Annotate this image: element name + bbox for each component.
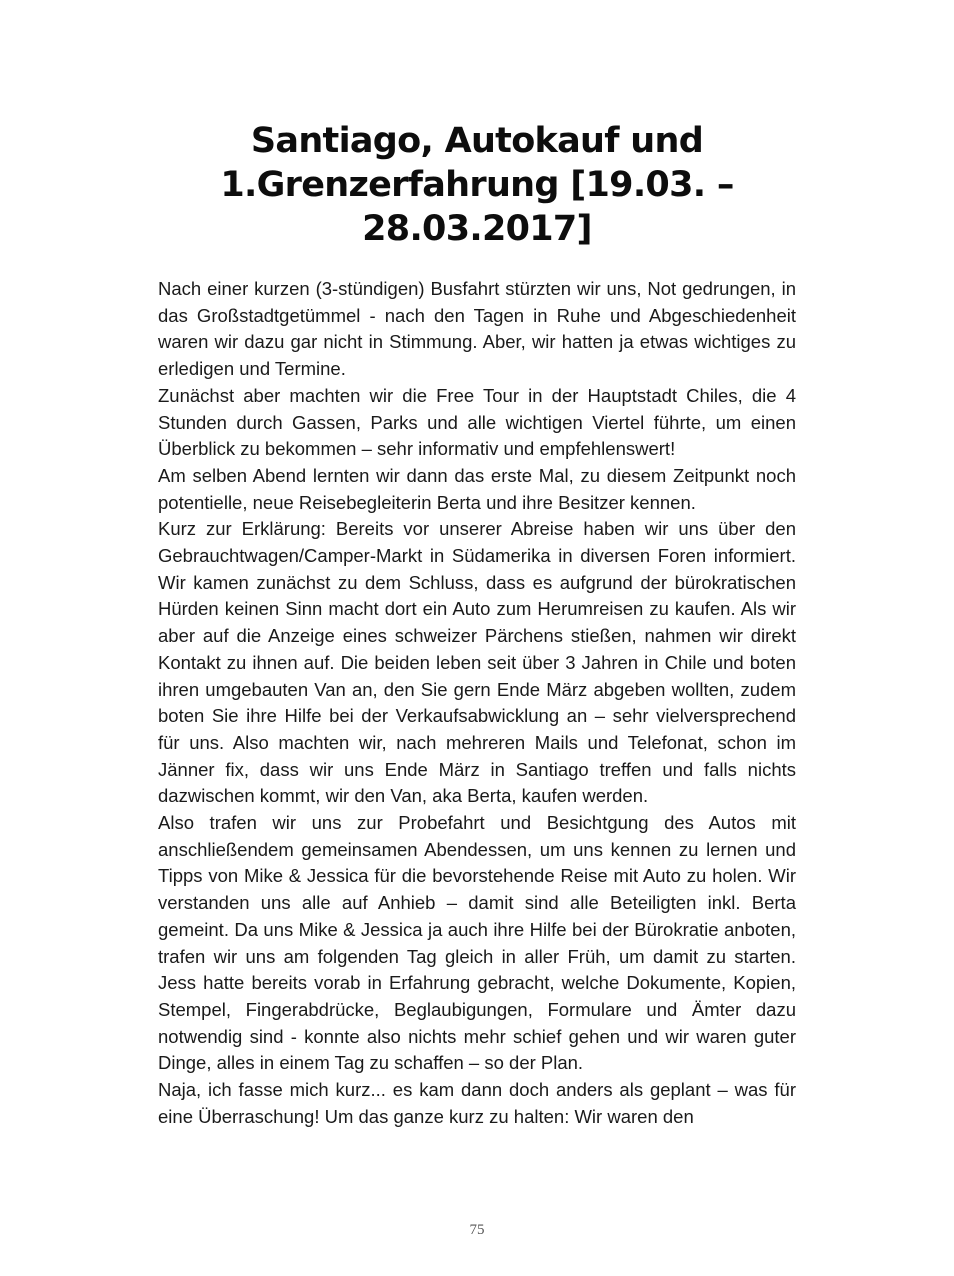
- paragraph: Nach einer kurzen (3-stündigen) Busfahrt stürzten wir uns, Not gedrungen, in das Großstadtgetümmel - nach den Tagen in Ruhe und Abgeschiedenheit waren wir dazu gar nicht in Stimmung. Aber, wir hatten ja etwas wichtiges zu erledigen und Termine.: [158, 278, 796, 380]
- paragraph: Zunächst aber machten wir die Free Tour in der Hauptstadt Chiles, die 4 Stunden durch Gassen, Parks und alle wichtigen Viertel führte, um einen Überblick zu bekommen – sehr informativ und empfehlenswert!: [158, 384, 796, 460]
- paragraph: Kurz zur Erklärung: Bereits vor unserer Abreise haben wir uns über den Gebrauchtwagen/Camper-Markt in Südamerika in diversen Foren informiert. Wir kamen zunächst zu dem Schluss, dass es aufgrund der bürokratischen Hürden keinen Sinn macht dort ein Auto zum Herumreisen zu kaufen. Als wir aber auf die Anzeige eines schweizer Pärchens stießen, nahmen wir direkt Kontakt zu ihnen auf. Die beiden leben seit über 3 Jahren in Chile und boten ihren umgebauten Van an, den Sie gern Ende März abgeben wollten, zudem boten Sie ihre Hilfe bei der Verkaufsabwicklung an – sehr vielversprechend für uns. Also machten wir, nach mehreren Mails und Telefonat, schon im Jänner fix, dass wir uns Ende März in Santiago treffen und falls nichts dazwischen kommt, wir den Van, aka Berta, kaufen werden.: [158, 518, 796, 807]
- paragraph: Naja, ich fasse mich kurz... es kam dann doch anders als geplant – was für eine Überraschung! Um das ganze kurz zu halten: Wir waren den: [158, 1079, 796, 1127]
- page-number: 75: [469, 1222, 485, 1238]
- paragraph: Also trafen wir uns zur Probefahrt und Besichtgung des Autos mit anschließendem gemeinsamen Abendessen, um uns kennen zu lernen und Tipps von Mike & Jessica für die bevorstehende Reise mit Auto zu holen. Wir verstanden uns alle auf Anhieb – damit sind alle Beteiligten inkl. Berta gemeint. Da uns Mike & Jessica ja auch ihre Hilfe bei der Bürokratie anboten, trafen wir uns am folgenden Tag gleich in aller Früh, um damit zu starten. Jess hatte bereits vorab in Erfahrung gebracht, welche Dokumente, Kopien, Stempel, Fingerabdrücke, Beglaubigungen, Formulare und Ämter dazu notwendig sind - konnte also nichts mehr schief gehen und wir waren guter Dinge, alles in einem Tag zu schaffen – so der Plan.: [158, 812, 796, 1074]
- body-text: [158, 276, 796, 1131]
- paragraph: Am selben Abend lernten wir dann das erste Mal, zu diesem Zeitpunkt noch potentielle, neue Reisebegleiterin Berta und ihre Besitzer kennen.: [158, 464, 796, 513]
- chapter-title: Santiago, Autokauf und 1.Grenzerfahrung [19.03. – 28.03.2017]: [220, 121, 734, 249]
